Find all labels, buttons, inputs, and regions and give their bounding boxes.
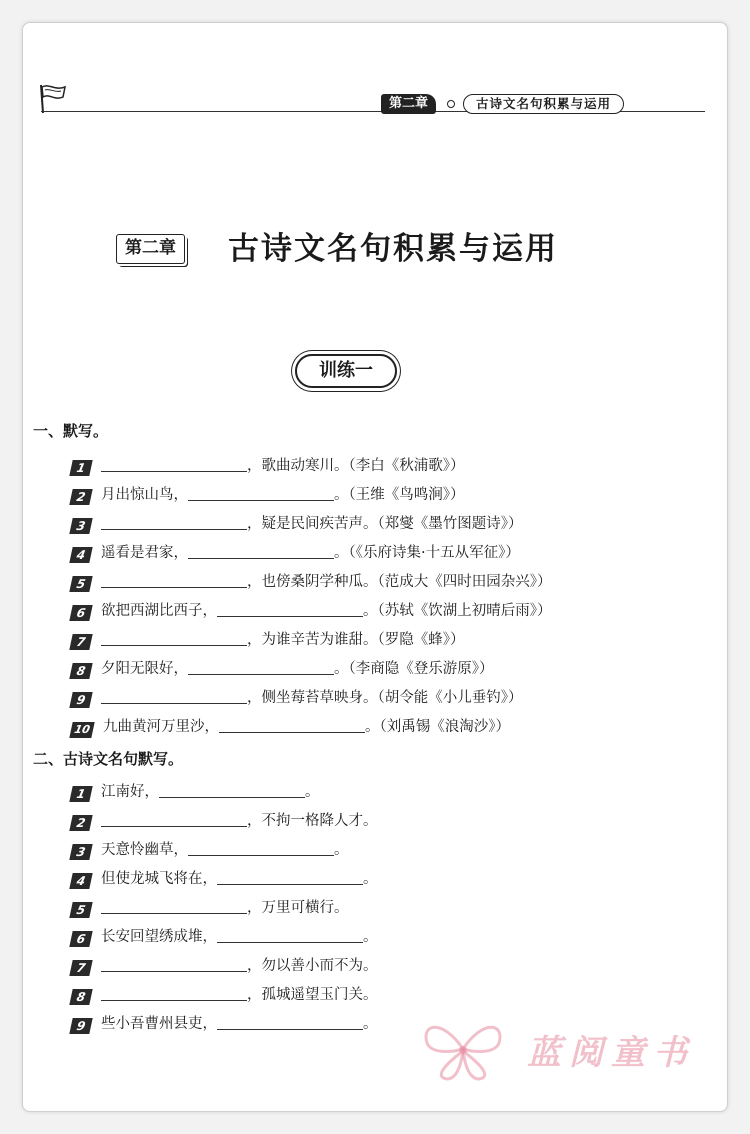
part2-item: 8 ，孤城遥望玉门关。: [71, 984, 378, 1006]
item-number: 3: [69, 518, 92, 534]
item-number: 8: [69, 663, 92, 679]
part2-item: 6 长安回望绣成堆， 。: [71, 926, 378, 948]
answer-blank[interactable]: [101, 689, 247, 704]
answer-blank[interactable]: [101, 457, 247, 472]
item-number: 2: [69, 489, 92, 505]
answer-blank[interactable]: [188, 544, 334, 559]
item-number: 10: [69, 722, 94, 738]
header-title: 古诗文名句积累与运用: [463, 94, 624, 114]
part2-item: 2 ，不拘一格降人才。: [71, 810, 378, 832]
part1-item: 9 ，侧坐莓苔草映身。（胡令能《小儿垂钓》）: [71, 687, 523, 709]
part2-item: 9 些小吾曹州县吏， 。: [71, 1013, 378, 1035]
item-number: 6: [69, 931, 92, 947]
part1-title: 一、默写。: [33, 422, 109, 440]
part2-item: 3 天意怜幽草， 。: [71, 839, 349, 861]
header-dot: [447, 100, 455, 108]
item-number: 4: [69, 547, 92, 563]
part2-title: 二、古诗文名句默写。: [33, 750, 184, 768]
item-number: 4: [69, 873, 92, 889]
answer-blank[interactable]: [217, 928, 363, 943]
chapter-badge: 第二章: [116, 234, 185, 264]
answer-blank[interactable]: [188, 486, 334, 501]
answer-blank[interactable]: [219, 718, 365, 733]
running-header: [23, 81, 727, 121]
flag-icon: [31, 81, 71, 115]
answer-blank[interactable]: [188, 660, 334, 675]
item-number: 6: [69, 605, 92, 621]
answer-blank[interactable]: [159, 783, 305, 798]
item-number: 7: [69, 960, 92, 976]
part1-item: 1 ，歌曲动寒川。（李白《秋浦歌》）: [71, 455, 465, 477]
part2-item: 7 ，勿以善小而不为。: [71, 955, 378, 977]
chapter-title: 古诗文名句积累与运用: [228, 231, 558, 267]
watermark: [395, 1009, 715, 1089]
part2-item: 5 ，万里可横行。: [71, 897, 349, 919]
watermark-text: 蓝阅童书: [527, 1033, 695, 1073]
item-number: 1: [69, 460, 92, 476]
part2-item: 4 但使龙城飞将在， 。: [71, 868, 378, 890]
part1-item: 6 欲把西湖比西子， 。（苏轼《饮湖上初晴后雨》）: [71, 600, 552, 622]
answer-blank[interactable]: [101, 899, 247, 914]
part1-item: 4 遥看是君家， 。（《乐府诗集·十五从军征》）: [71, 542, 520, 564]
answer-blank[interactable]: [101, 812, 247, 827]
item-number: 8: [69, 989, 92, 1005]
item-number: 7: [69, 634, 92, 650]
part2-item: 1 江南好， 。: [71, 781, 320, 803]
butterfly-icon: [413, 1013, 513, 1085]
part1-item: 10 九曲黄河万里沙， 。（刘禹锡《浪淘沙》）: [71, 716, 510, 738]
item-number: 9: [69, 692, 92, 708]
answer-blank[interactable]: [101, 631, 247, 646]
item-number: 2: [69, 815, 92, 831]
item-number: 1: [69, 786, 92, 802]
answer-blank[interactable]: [101, 957, 247, 972]
answer-blank[interactable]: [188, 841, 334, 856]
answer-blank[interactable]: [217, 602, 363, 617]
part1-item: 3 ，疑是民间疾苦声。（郑燮《墨竹图题诗》）: [71, 513, 523, 535]
part1-item: 7 ，为谁辛苦为谁甜。（罗隐《蜂》）: [71, 629, 465, 651]
part1-item: 8 夕阳无限好， 。（李商隐《登乐游原》）: [71, 658, 494, 680]
item-number: 5: [69, 576, 92, 592]
answer-blank[interactable]: [101, 986, 247, 1001]
section-title: 训练一: [295, 354, 397, 388]
part1-item: 5 ，也傍桑阴学种瓜。（范成大《四时田园杂兴》）: [71, 571, 552, 593]
answer-blank[interactable]: [101, 573, 247, 588]
answer-blank[interactable]: [217, 870, 363, 885]
part1-item: 2 月出惊山鸟， 。（王维《鸟鸣涧》）: [71, 484, 465, 506]
item-number: 5: [69, 902, 92, 918]
item-number: 3: [69, 844, 92, 860]
workbook-page: [22, 22, 728, 1112]
answer-blank[interactable]: [101, 515, 247, 530]
item-number: 9: [69, 1018, 92, 1034]
header-chapter-tag: 第二章: [381, 94, 436, 114]
answer-blank[interactable]: [217, 1015, 363, 1030]
